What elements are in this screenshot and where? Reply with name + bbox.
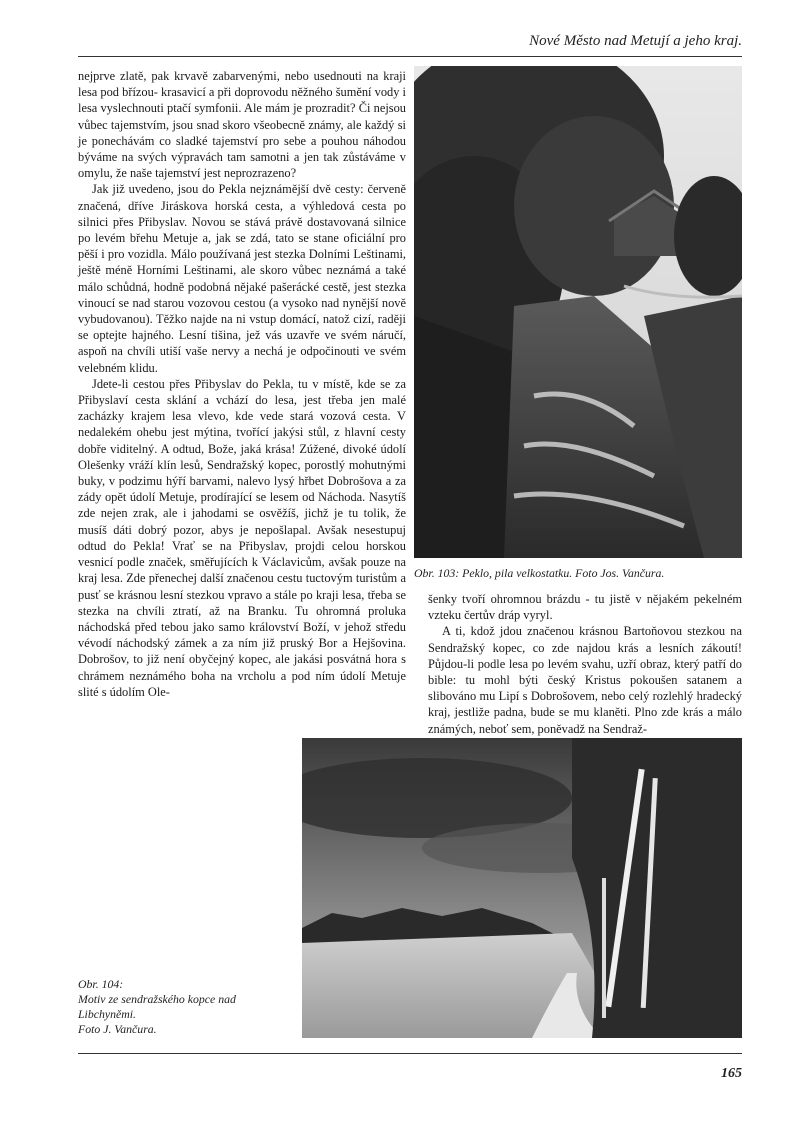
footer-rule [78,1053,742,1054]
paragraph: A ti, kdož jdou značenou krásnou Bartoňovou stezkou na Sendražský kopec, co zde najdou krás a lesních zákoutí! Půjdou-li podle lesa po levém svahu, uzří obraz, který patří do bible: tu mohl býti český Kristus pokoušen satanem a slibováno mu Lipí s Dobrošovem, nebo celý rozlehlý hradecký kraj, jestliže padna, bude se mu klaněti. Plno zde krás a málo známých, neboť sem, poněvadž na Sendraž- [428,624,742,736]
caption-line: Foto J. Vančura. [78,1022,157,1036]
figure-caption: Obr. 103: Peklo, pila velkostatku. Foto Jos. Vančura. [414,566,665,580]
caption-line: Obr. 104: [78,977,124,991]
photo-sendrazsky-kopec [302,738,742,1038]
paragraph: šenky tvoří ohromnou brázdu - tu jistě v nějakém pekelném vzteku čertův dráp vyryl. [428,592,742,623]
left-column [78,68,406,700]
paragraph: nejprve zlatě, pak krvavě zabarvenými, nebo usednouti na kraji lesa pod břízou- krasavicí a při doprovodu něžného šumění vody i lesa vyslechnouti ptačí symfonii. Ale mám je prozradit? Či nejsou vůbec tajemstvím, jsou snad skoro všeobecně známy, ale každý si je ponechávám co sladké tajemství pro sebe a pouhou náhodou býváme na svých výpravách tam samotni a jen tak zůstáváme v omylu, že naše tajemství jest neprozrazeno? [78,69,406,181]
right-column [428,591,742,737]
caption-line: Libchyněmi. [78,1007,136,1021]
paragraph: Jak již uvedeno, jsou do Pekla nejznámější dvě cesty: červeně značená, dříve Jiráskova horská cesta, a výhledová cesta po silnici přes Přibyslav. Novou se stává právě dostavovaná silnice po levém břehu Metuje a, jak se zdá, tato se stane oficiální pro pěší i pro vozidla. Málo používaná jest stezka Dolními Leštinami, ještě méně Horními Leštinami, ale skoro vůbec neznámá a také málo schůdná, hodně podobná nějaké pašerácké cestě, jest stezka vinoucí se nad starou vozovou cestou (a vysoko nad nynější nově vybudovanou). Těžko najde na ni vstup domácí, natož cizí, raději se optejte hajného. Lesní tišina, jež vás uzavře ve svém náručí, aspoň na chvíli utiší vaše nervy a nechá je odpočinouti ve svém velebném klidu. [78,182,406,375]
running-header: Nové Město nad Metují a jeho kraj. [529,33,742,49]
paragraph: Jdete-li cestou přes Přibyslav do Pekla, tu v místě, kde se za Přibyslaví cesta sklání a vchází do lesa, jest třeba jen malé zacházky krajem lesa vlevo, kde vede stará vozová cesta. V nedalekém ohebu jest mýtina, tvořící jakýsi stůl, z hlavní cesty dobře viditelný. A odtud, Bože, jaká krása! Zúžené, divoké údolí Olešenky vráží klín lesů, Sendražský kopec, porostlý mohutnými buky, v podzimu hýří barvami, nalevo lysý hřbet Dobrošova a za zády opět údolí Metuje, prodírající se lesem od Náchoda. Nasytíš zde nejen zrak, ale i jahodami se osvěžíš, jichž je tu tolik, že musíš dáti dobrý pozor, abys je nepošlapal. Avšak nesestupuj odtud do Pekla! Vrať se na Přibyslav, projdi celou horskou vesnicí podle značek, směřujících k Václavicům, avšak pouze na kraj lesa. Zde přenechej další značenou cestu tuctovým turistům a pusť se krásnou lesní stezkou vpravo a stále po kraji lesa, třeba se stezka na chvíli ztratí, až na Branku. Tu ohromná proluka náchodská před tebou jako samo království Boží, v jehož středu vévodí náchodský zámek a za ním již pruský Bor a Hejšovina. Dobrošov, to již není obyčejný kopec, ale jakási posvátná hora s chrámem neznámého boha na vrcholu a pod ním údolí Metuje slité s údolím Ole- [78,376,406,699]
figure-caption [78,977,293,1037]
photo-peklo-sawmill [414,66,742,558]
caption-line: Motiv ze sendražského kopce nad [78,992,236,1006]
header-rule [78,56,742,57]
page-number: 165 [721,1066,742,1081]
